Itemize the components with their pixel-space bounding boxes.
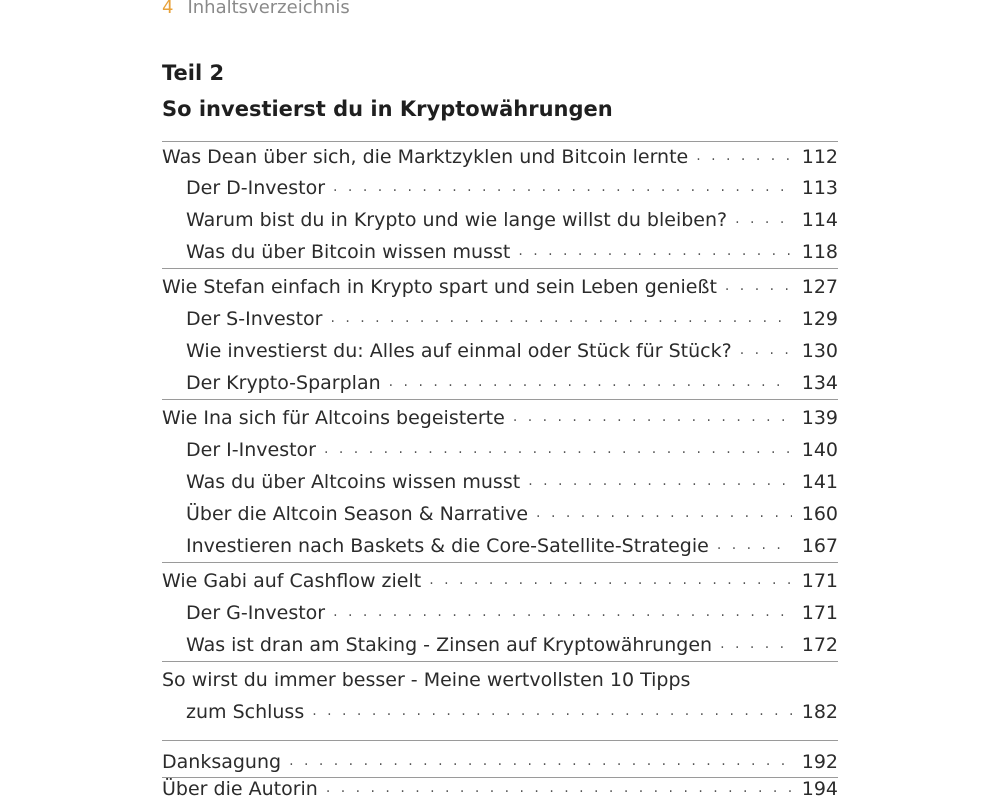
toc-entry-page: 172 bbox=[801, 634, 838, 656]
part-label: Teil 2 bbox=[162, 61, 225, 85]
leader-dots bbox=[740, 342, 792, 358]
leader-dots bbox=[312, 703, 792, 719]
toc-entry-continuation bbox=[186, 695, 838, 723]
header-page-number: 4 bbox=[162, 0, 174, 18]
toc-entry-section bbox=[186, 203, 838, 231]
toc-entry-section bbox=[186, 497, 838, 525]
toc-entry-section bbox=[186, 465, 838, 493]
leader-dots bbox=[735, 211, 792, 227]
toc-entry-page: 171 bbox=[801, 570, 838, 592]
toc-entry-chapter bbox=[162, 401, 838, 429]
toc-entry-page: 182 bbox=[801, 701, 838, 723]
toc-entry-section bbox=[186, 235, 838, 263]
toc-entry-title: Investieren nach Baskets & die Core-Satellite-Strategie bbox=[186, 535, 709, 557]
toc-entry-title: Was Dean über sich, die Marktzyklen und Bitcoin lernte bbox=[162, 146, 689, 168]
leader-dots bbox=[536, 505, 792, 521]
toc-entry-page: 192 bbox=[801, 751, 838, 773]
toc-entry-page: 194 bbox=[801, 778, 838, 800]
leader-dots bbox=[289, 753, 792, 769]
header-label: Inhaltsverzeichnis bbox=[187, 0, 350, 18]
toc-entry-title: Was ist dran am Staking - Zinsen auf Kryptowährungen bbox=[186, 634, 713, 656]
leader-dots bbox=[528, 473, 792, 489]
section-divider bbox=[162, 740, 838, 741]
toc-entry-page: 114 bbox=[801, 209, 838, 231]
toc-entry-page: 134 bbox=[801, 372, 838, 394]
toc-entry-page: 118 bbox=[801, 241, 838, 263]
section-divider bbox=[162, 399, 838, 400]
leader-dots bbox=[429, 572, 792, 588]
toc-entry-page: 140 bbox=[801, 439, 838, 461]
toc-entry-section bbox=[186, 433, 838, 461]
toc-entry-title: Über die Altcoin Season & Narrative bbox=[186, 503, 529, 525]
toc-entry-section bbox=[186, 302, 838, 330]
toc-entry-chapter bbox=[162, 140, 838, 168]
leader-dots bbox=[717, 537, 792, 553]
toc-entry-page: 112 bbox=[801, 146, 838, 168]
toc-entry-section bbox=[186, 366, 838, 394]
leader-dots bbox=[330, 310, 792, 326]
toc-entry-page: 129 bbox=[801, 308, 838, 330]
toc-entry-title: Der I-Investor bbox=[186, 439, 316, 461]
running-header bbox=[162, 0, 350, 21]
leader-dots bbox=[513, 409, 792, 425]
leader-dots bbox=[333, 604, 792, 620]
toc-entry-section bbox=[186, 529, 838, 557]
toc-entry-title: Was du über Altcoins wissen musst bbox=[186, 471, 521, 493]
leader-dots bbox=[518, 243, 792, 259]
section-divider bbox=[162, 268, 838, 269]
toc-entry-title: Wie Gabi auf Cashflow zielt bbox=[162, 570, 422, 592]
leader-dots bbox=[696, 148, 792, 164]
leader-dots bbox=[326, 780, 792, 796]
toc-entry-page: 139 bbox=[801, 407, 838, 429]
toc-entry-page: 160 bbox=[801, 503, 838, 525]
toc-entry-chapter bbox=[162, 745, 838, 773]
toc-entry-page: 167 bbox=[801, 535, 838, 557]
toc-entry-title: Warum bist du in Krypto und wie lange willst du bleiben? bbox=[186, 209, 728, 231]
toc-entry-title: Wie Stefan einfach in Krypto spart und sein Leben genießt bbox=[162, 276, 717, 298]
toc-entry-page: 113 bbox=[801, 177, 838, 199]
toc-entry-title: Über die Autorin bbox=[162, 778, 318, 800]
section-divider bbox=[162, 661, 838, 662]
toc-entry-section bbox=[186, 334, 838, 362]
toc-entry-title: Der Krypto-Sparplan bbox=[186, 372, 381, 394]
toc-entry-title: Danksagung bbox=[162, 751, 282, 773]
part-title: So investierst du in Kryptowährungen bbox=[162, 97, 613, 121]
toc-entry-title: Der S-Investor bbox=[186, 308, 323, 330]
leader-dots bbox=[333, 179, 792, 195]
toc-entry-page: 127 bbox=[801, 276, 838, 298]
toc-entry-chapter bbox=[162, 564, 838, 592]
toc-entry-page: 130 bbox=[801, 340, 838, 362]
toc-entry-chapter bbox=[162, 772, 838, 800]
toc-entry-title: zum Schluss bbox=[186, 701, 305, 723]
toc-entry-title: Was du über Bitcoin wissen musst bbox=[186, 241, 511, 263]
toc-entry-page: 141 bbox=[801, 471, 838, 493]
toc-entry-chapter bbox=[162, 270, 838, 298]
toc-entry-section bbox=[186, 596, 838, 624]
leader-dots bbox=[725, 278, 792, 294]
toc-entry-title: So wirst du immer besser - Meine wertvollsten 10 Tipps bbox=[162, 669, 691, 691]
toc-entry-title: Wie investierst du: Alles auf einmal oder Stück für Stück? bbox=[186, 340, 732, 362]
toc-entry-title: Der D-Investor bbox=[186, 177, 326, 199]
leader-dots bbox=[324, 441, 792, 457]
toc-entry-title: Wie Ina sich für Altcoins begeisterte bbox=[162, 407, 505, 429]
toc-entry-section bbox=[186, 628, 838, 656]
leader-dots bbox=[720, 636, 792, 652]
toc-entry-title: Der G-Investor bbox=[186, 602, 326, 624]
toc-entry-section bbox=[186, 171, 838, 199]
leader-dots bbox=[389, 374, 792, 390]
toc-entry-chapter bbox=[162, 663, 838, 691]
toc-entry-page: 171 bbox=[801, 602, 838, 624]
section-divider bbox=[162, 562, 838, 563]
